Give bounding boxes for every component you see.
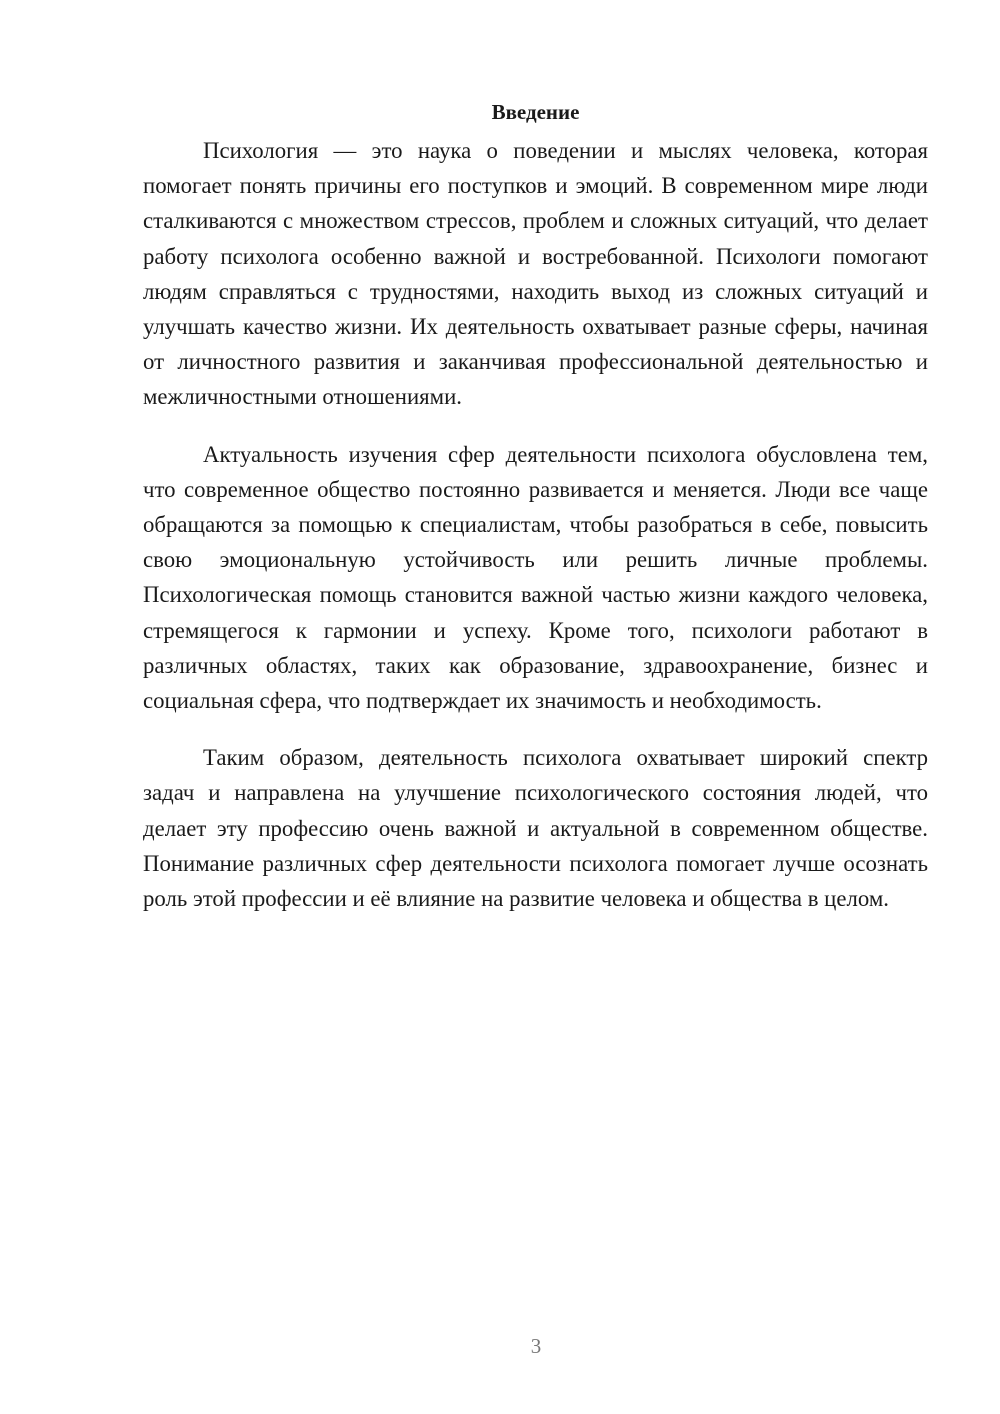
- section-title: Введение: [491, 100, 580, 124]
- paragraph-1: Психология — это наука о поведении и мыслях человека, которая помогает понять причины его поступков и эмоций. В современном мире люди сталкиваются с множеством стрессов, проблем и сложных ситуаций, что делает работу психолога особенно важной и востребованной. Психологи помогают людям справляться с трудностями, находить выход из сложных ситуаций и улучшать качество жизни. Их деятельность охватывает разные сферы, начиная от личностного развития и заканчивая профессиональной деятельностью и межличностными отношениями.: [143, 138, 928, 410]
- page-content: [143, 97, 928, 938]
- paragraph-3: Таким образом, деятельность психолога охватывает широкий спектр задач и направлена на улучшение психологического состояния людей, что делает эту профессию очень важной и актуальной в современном обществе. Понимание различных сфер деятельности психолога помогает лучше осознать роль этой профессии и её влияние на развитие человека и общества в целом.: [143, 745, 928, 912]
- paragraph-2: Актуальность изучения сфер деятельности психолога обусловлена тем, что современное общество постоянно развивается и меняется. Люди все чаще обращаются за помощью к специалистам, чтобы разобраться в себе, повысить свою эмоциональную устойчивость или решить личные проблемы. Психологическая помощь становится важной частью жизни каждого человека, стремящегося к гармонии и успеху. Кроме того, психологи работают в различных областях, таких как образование, здравоохранение, бизнес и социальная сфера, что подтверждает их значимость и необходимость.: [143, 441, 928, 714]
- page-number: 3: [530, 1334, 542, 1358]
